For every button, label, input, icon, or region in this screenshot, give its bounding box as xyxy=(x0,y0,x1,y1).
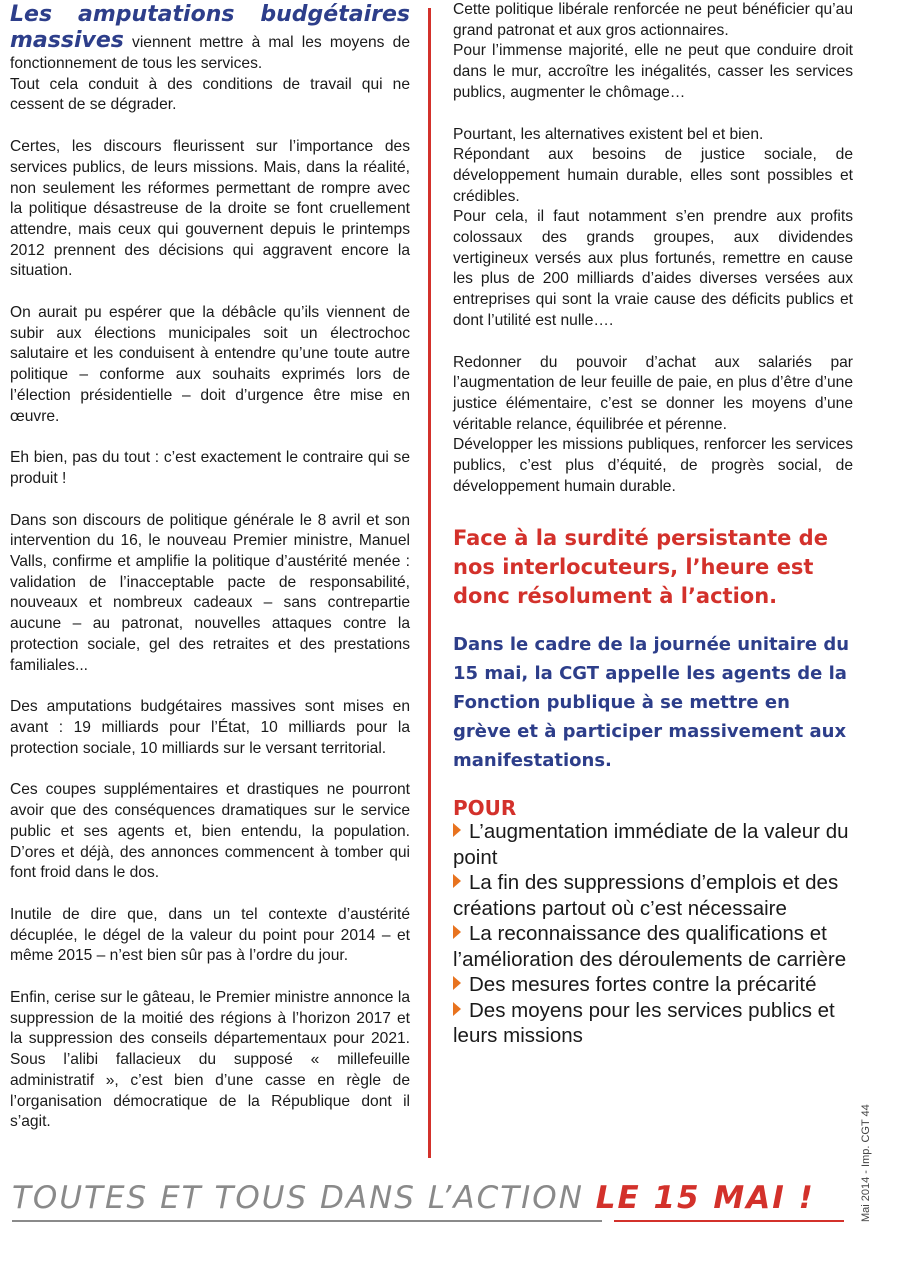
list-item: Des mesures fortes contre la précarité xyxy=(453,972,853,998)
paragraph: Dans son discours de politique générale le 8 avril et son intervention du 16, le nouveau Premier ministre, Manuel Valls, confirme et amplifie la politique d’austérité menée : validation de l’inacceptable pacte de responsabilité, nouveaux et nombreux cadeaux – sans contrepartie aucune – au patronat, nouvelles attaques contre la protection sociale, gel des retraites et des prestations familiales... xyxy=(10,511,410,674)
paragraph: Développer les missions publiques, renforcer les services publics, c’est plus d’équité, de progrès social, de développement humain durable. xyxy=(453,436,853,495)
triangle-bullet-icon xyxy=(453,874,461,888)
triangle-bullet-icon xyxy=(453,1002,461,1016)
list-item: La fin des suppressions d’emplois et des créations partout où c’est nécessaire xyxy=(453,871,839,920)
paragraph: On aurait pu espérer que la débâcle qu’ils viennent de subir aux élections municipales soit un électrochoc salutaire et les conduisent à entendre qu’une toute autre politique – conforme aux souhaits exprimés lors de l’élection présidentielle – doit d’urgence être mise en œuvre. xyxy=(10,304,410,425)
strike-call-heading: Dans le cadre de la journée unitaire du 15 mai, la CGT appelle les agents de la Fonction publique à se mettre en grève et à participer massivement aux manifestations. xyxy=(453,634,850,772)
slogan-grey: TOUTES ET TOUS DANS L’ACTION xyxy=(12,1180,584,1216)
action-heading: Face à la surdité persistante de nos interlocuteurs, l’heure est donc résolument à l’action. xyxy=(453,526,828,609)
pour-title: POUR xyxy=(453,796,517,821)
paragraph: Inutile de dire que, dans un tel contexte d’austérité décuplée, le dégel de la valeur du point pour 2014 – et même 2015 – n’est bien sûr pas à l’ordre du jour. xyxy=(10,905,410,965)
paragraph: Certes, les discours fleurissent sur l’importance des services publics, de leurs missions. Mais, dans la réalité, non seulement les réformes permettant de rompre avec la politique désastreuse de la droite se font cruellement attendre, mais ceux qui gouvernent depuis le printemps 2012 prennent des décisions qui aggravent encore la situation. xyxy=(10,138,410,280)
paragraph: Pour cela, il faut notamment s’en prendre aux profits colossaux des grands groupes, aux dividendes vertigineux versés aux plus fortunés, remettre en cause les plus de 200 milliards d’aides diverses versées aux entreprises qui sont la vraie cause des déficits publics et dont l’utilité est nulle…. xyxy=(453,208,853,329)
triangle-bullet-icon xyxy=(453,976,461,990)
demands-list xyxy=(453,819,853,1049)
list-item: Des moyens pour les services publics et leurs missions xyxy=(453,998,835,1048)
list-item: La reconnaissance des qualifications et l’amélioration des déroulements de carrière xyxy=(453,922,847,971)
highlight-word-massives: massives xyxy=(10,28,124,53)
left-column xyxy=(10,0,410,1154)
triangle-bullet-icon xyxy=(453,925,461,939)
slogan-underline-grey xyxy=(12,1220,602,1222)
print-credit: Mai 2014 - Imp. CGT 44 xyxy=(860,1104,872,1222)
list-item: L’augmentation immédiate de la valeur du point xyxy=(453,820,849,869)
paragraph: Enfin, cerise sur le gâteau, le Premier ministre annonce la suppression de la moitié des régions à l’horizon 2017 et la suppression des conseils départementaux pour 2021. Sous l’alibi fallacieux du supposé « millefeuille administratif », c’est bien d’une casse en règle de l’organisation démocratique de la République dont il s’agit. xyxy=(10,989,410,1131)
slogan-underline-red xyxy=(614,1220,844,1222)
paragraph: Redonner du pouvoir d’achat aux salariés par l’augmentation de leur feuille de paie, en plus d’être d’une justice élémentaire, c’est se donner les moyens d’une véritable relance, équilibrée et pérenne. xyxy=(453,353,853,433)
intro-paragraph-2: Tout cela conduit à des conditions de travail qui ne cessent de se dégrader. xyxy=(10,75,410,114)
right-column xyxy=(453,0,853,1049)
paragraph: Pourtant, les alternatives existent bel et bien. xyxy=(453,125,764,143)
paragraph: Pour l’immense majorité, elle ne peut que conduire droit dans le mur, accroître les inégalités, casser les services publics, augmenter le chômage… xyxy=(453,42,853,101)
intro-rest: viennent mettre à mal les moyens de fonctionnement de tous les services. xyxy=(10,34,410,72)
paragraph: Eh bien, pas du tout : c’est exactement le contraire qui se produit ! xyxy=(10,449,410,487)
paragraph: Des amputations budgétaires massives sont mises en avant : 19 milliards pour l’État, 10 milliards pour la protection sociale, 10 milliards sur le versant territorial. xyxy=(10,698,410,757)
slogan-red: LE 15 MAI ! xyxy=(595,1180,815,1216)
triangle-bullet-icon xyxy=(453,823,461,837)
intro-paragraph xyxy=(10,28,410,75)
paragraph: Répondant aux besoins de justice sociale, de développement humain durable, elles sont possibles et crédibles. xyxy=(453,146,853,205)
paragraph: Ces coupes supplémentaires et drastiques ne pourront avoir que des conséquences dramatiques sur le service public et ses agents et, bien entendu, la population. D’ores et déjà, des annonces commencent à tomber qui font froid dans le dos. xyxy=(10,781,410,882)
footer-slogan xyxy=(12,1180,847,1226)
highlight-line-1: Les amputations budgétaires xyxy=(10,2,410,27)
highlight-heading xyxy=(10,2,410,28)
paragraph: Cette politique libérale renforcée ne peut bénéficier qu’au grand patronat et aux gros actionnaires. xyxy=(453,1,853,39)
column-divider xyxy=(428,8,431,1158)
